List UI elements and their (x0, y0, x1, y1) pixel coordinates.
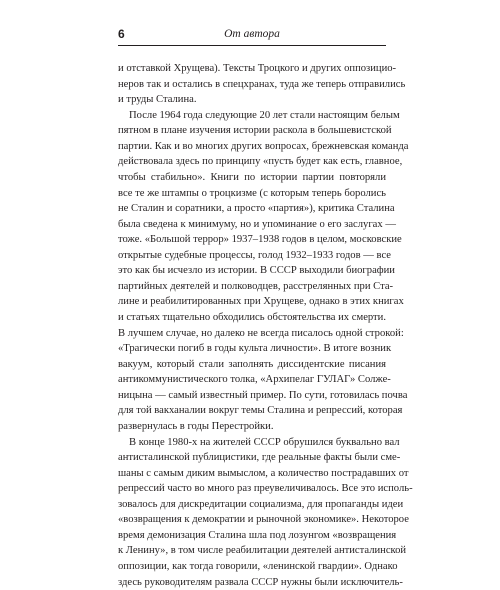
text-line: пятном в плане изучения истории раскола в большевистской (118, 125, 392, 137)
text-line: это как бы исчезло из истории. В СССР выходили биографии (118, 265, 395, 277)
text-line: антикоммунистического толка, «Архипелаг ГУЛАГ» Солже- (118, 374, 391, 386)
text-line: лине и реабилитированных при Хрущеве, однако в этих книгах (118, 296, 404, 308)
text-line: чтобы стабильно». Книги по истории партии повторяли (118, 171, 386, 183)
text-line: В конце 1980-х на жителей СССР обрушился буквально вал (129, 436, 400, 448)
text-line: партийных деятелей и полководцев, расстрелянных при Ста- (118, 280, 394, 292)
text-line: все те же штампы о троцкизме (с которым теперь боролись (118, 187, 386, 199)
text-line: неров так и остались в спецхранах, туда же теперь отправились (118, 78, 406, 90)
text-line: репрессий часто во много раз преувеличивалось. Все это исполь- (118, 483, 413, 495)
text-line: зовалось для дискредитации социализма, для пропаганды идеи (118, 498, 404, 510)
text-line: и отставкой Хрущева). Тексты Троцкого и других оппозицио- (118, 63, 397, 74)
text-line: для той вакханалии вокруг темы Сталина и репрессий, которая (118, 405, 403, 417)
running-head: От автора (224, 28, 280, 40)
text-line: вакуум, который стали заполнять диссидентские писания (118, 358, 386, 370)
text-line: партии. Как и во многих других вопросах, брежневская команда (118, 140, 409, 152)
text-line: время демонизация Сталина шла под лозунгом «возвращения (118, 529, 397, 541)
text-line: «Трагически погиб в годы культа личности». В итоге возник (118, 343, 392, 355)
body-text (118, 61, 413, 590)
text-line: После 1964 года следующие 20 лет стали настоящим белым (129, 109, 400, 121)
page-number: 6 (118, 27, 125, 41)
text-line: шаны с самым диким вымыслом, а количество пострадавших от (118, 467, 409, 479)
text-line: «возвращения к демократии и рыночной экономике». Некоторое (118, 514, 409, 526)
text-line: открытые судебные процессы, голод 1932–1933 годов — все (118, 249, 391, 261)
text-line: не Сталин и соратники, а просто «партия»), критика Сталина (118, 203, 395, 215)
text-line: развернулась в годы Перестройки. (118, 420, 274, 432)
text-line: действовала здесь по принципу «пусть будет как есть, главное, (118, 156, 403, 168)
text-line: была сведена к минимуму, но и упоминание о его заслугах — (118, 218, 396, 230)
text-line: тоже. «Большой террор» 1937–1938 годов в целом, московские (118, 234, 402, 246)
page-header (118, 24, 386, 48)
text-line: оппозиции, как тогда говорили, «ленинской гвардии». Однако (118, 561, 398, 572)
text-line: ницына — самый известный пример. По сути, готовилась почва (118, 389, 408, 401)
header-rule (118, 45, 386, 46)
text-line: В лучшем случае, но далеко не всегда писалось одной строкой: (118, 327, 404, 339)
text-line: и статьях тщательно обходились обстоятельства их смерти. (118, 312, 386, 323)
text-line: и труды Сталина. (118, 94, 197, 106)
text-line: здесь руководителям развала СССР нужны были исключитель- (118, 576, 403, 588)
text-line: к Ленину», в том числе реабилитации деятелей антисталинской (118, 545, 407, 557)
text-line: антисталинской публицистики, где реальные факты были сме- (118, 452, 401, 464)
